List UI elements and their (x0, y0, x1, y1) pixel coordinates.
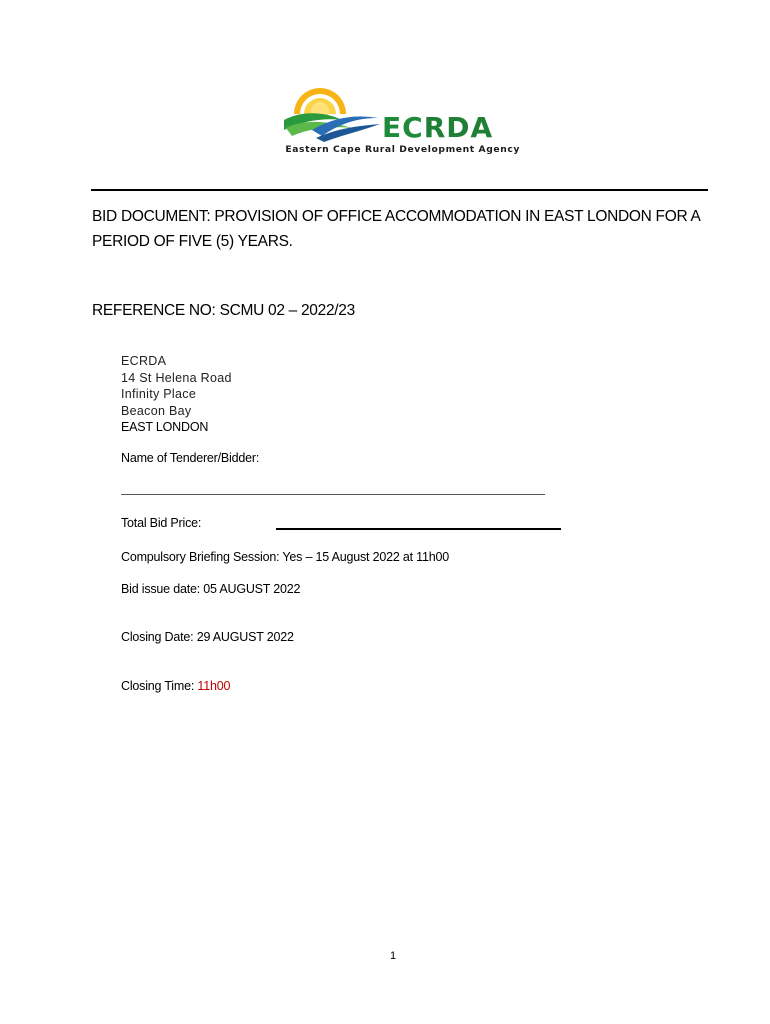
bid-issue-date: Bid issue date: 05 AUGUST 2022 (121, 582, 301, 596)
address-line: Beacon Bay (121, 403, 192, 418)
address-city: EAST LONDON (121, 420, 209, 434)
address-line: ECRDA (121, 354, 167, 368)
closing-time (121, 679, 230, 693)
tenderer-name-blank[interactable] (121, 494, 545, 495)
address-block (121, 353, 232, 436)
reference-number: REFERENCE NO: SCMU 02 – 2022/23 (92, 302, 355, 319)
closing-time-value: 11h00 (197, 679, 231, 693)
tenderer-name-label: Name of Tenderer/Bidder: (121, 451, 260, 465)
closing-date: Closing Date: 29 AUGUST 2022 (121, 630, 294, 644)
total-bid-price-blank[interactable] (276, 528, 561, 530)
header-divider (91, 189, 708, 191)
logo-tagline: Eastern Cape Rural Development Agency (285, 144, 520, 155)
total-bid-price-label: Total Bid Price: (121, 516, 202, 530)
address-line: Infinity Place (121, 387, 197, 401)
closing-time-label: Closing Time: (121, 679, 198, 693)
document-title: BID DOCUMENT: PROVISION OF OFFICE ACCOMMODATION IN EAST LONDON FOR A PERIOD OF FIVE (5) YEARS. (92, 208, 700, 250)
page-number: 1 (390, 950, 397, 962)
ecrda-emblem-icon (282, 84, 392, 144)
logo-wordmark: ECRDA (382, 111, 494, 144)
briefing-session: Compulsory Briefing Session: Yes – 15 August 2022 at 11h00 (121, 550, 449, 564)
ecrda-logo (282, 84, 522, 160)
address-line: 14 St Helena Road (121, 370, 232, 385)
